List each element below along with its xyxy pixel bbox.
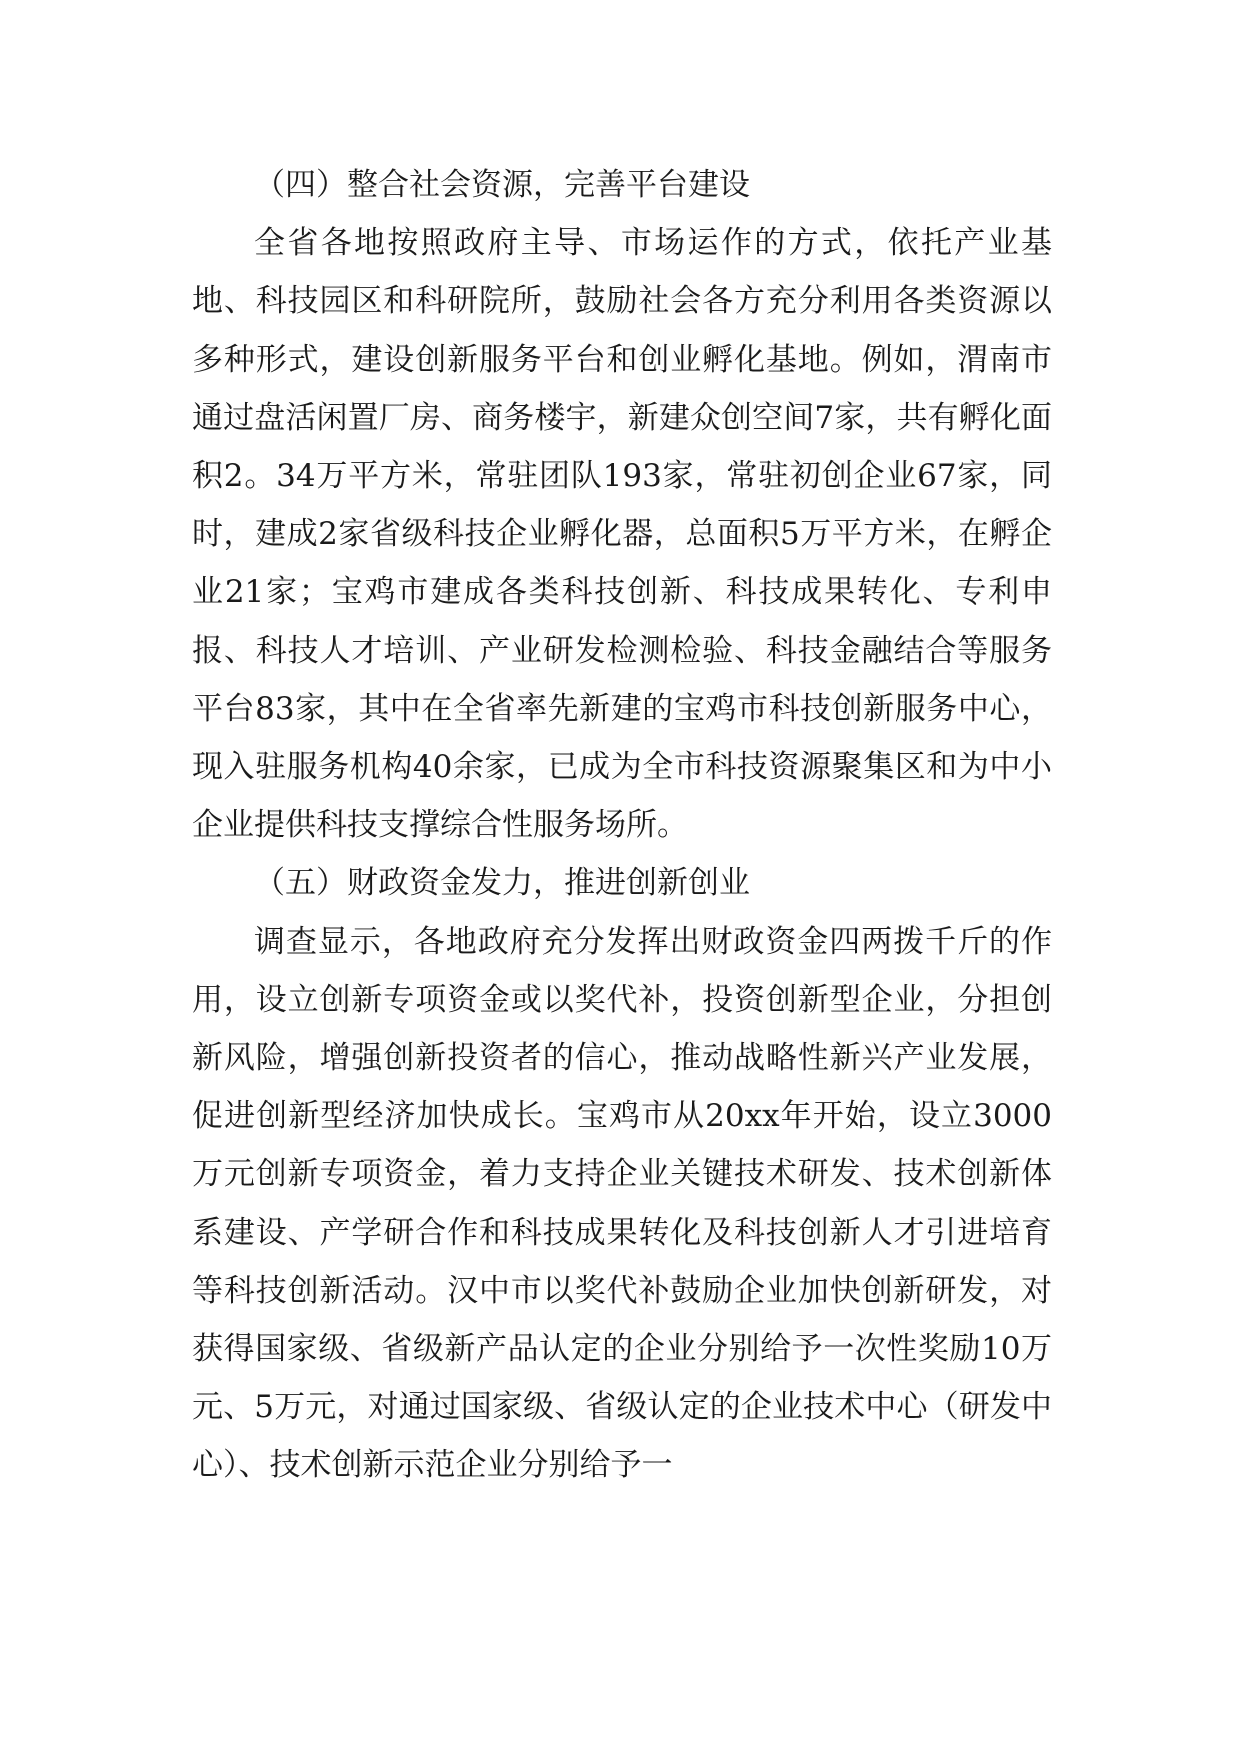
section-paragraph-5: 调查显示，各地政府充分发挥出财政资金四两拨千斤的作用，设立创新专项资金或以奖代补，投资创新型企业，分担创新风险，增强创新投资者的信心，推动战略性新兴产业发展，促进创新型经济加快成长。宝鸡市从20xx年开始，设立3000万元创新专项资金，着力支持企业关键技术研发、技术创新体系建设、产学研合作和科技成果转化及科技创新人才引进培育等科技创新活动。汉中市以奖代补鼓励企业加快创新研发，对获得国家级、省级新产品认定的企业分别给予一次性奖励10万元、5万元，对通过国家级、省级认定的企业技术中心（研发中心）、技术创新示范企业分别给予一 bbox=[192, 923, 1052, 1484]
section-heading-4: （四）整合社会资源，完善平台建设 bbox=[254, 167, 750, 203]
document-body bbox=[192, 156, 1052, 1495]
section-heading-5: （五）财政资金发力，推进创新创业 bbox=[254, 865, 750, 902]
section-paragraph-4: 全省各地按照政府主导、市场运作的方式，依托产业基地、科技园区和科研院所，鼓励社会各方充分利用各类资源以多种形式，建设创新服务平台和创业孵化基地。例如，渭南市通过盘活闲置厂房、商务楼宇，新建众创空间7家，共有孵化面积2。34万平方米，常驻团队193家，常驻初创企业67家，同时，建成2家省级科技企业孵化器，总面积5万平方米，在孵企业21家；宝鸡市建成各类科技创新、科技成果转化、专利申报、科技人才培训、产业研发检测检验、科技金融结合等服务平台83家，其中在全省率先新建的宝鸡市科技创新服务中心，现入驻服务机构40余家，已成为全市科技资源聚集区和为中小企业提供科技支撑综合性服务场所。 bbox=[192, 225, 1052, 844]
